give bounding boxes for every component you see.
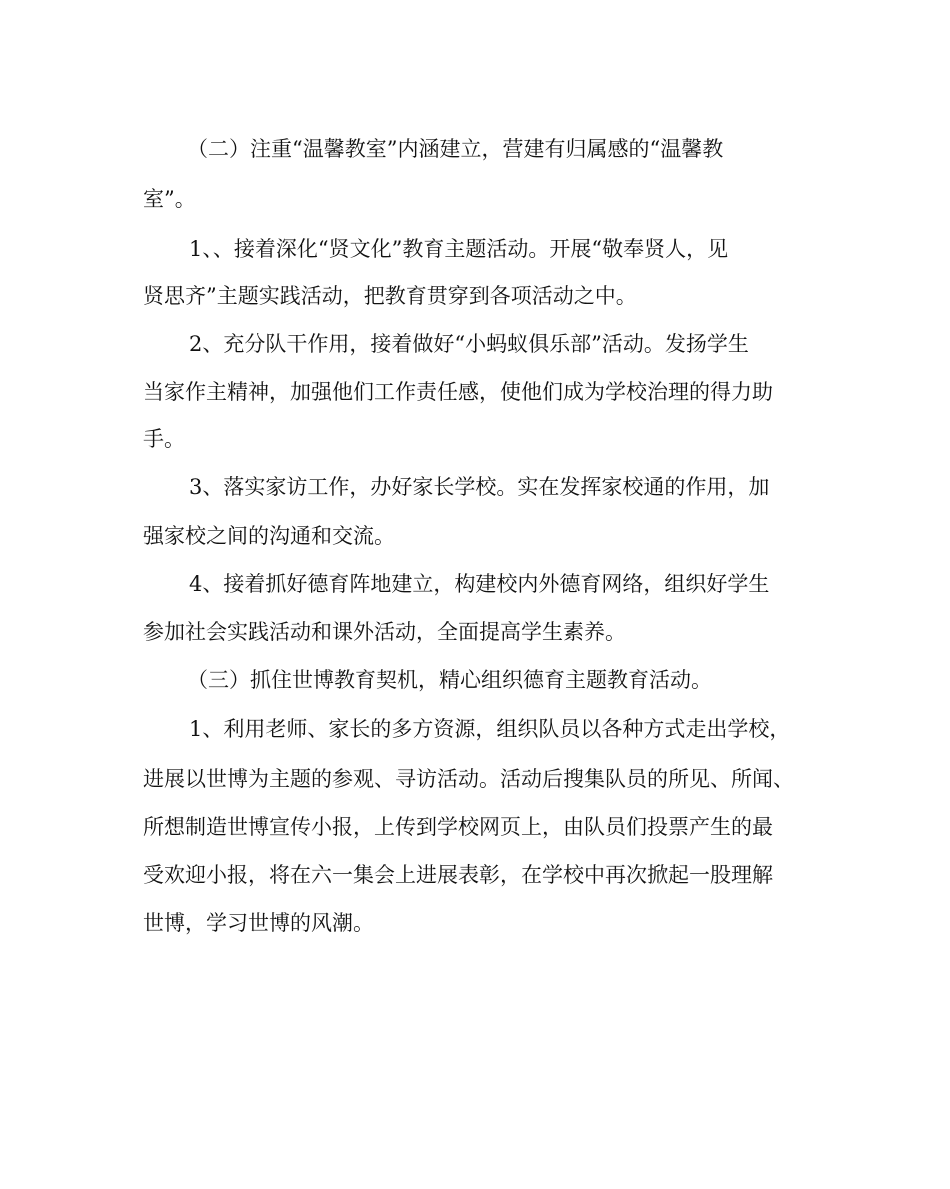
- item-5-line-3: 所想制造世博宣传小报，上传到学校网页上，由队员们投票产生的最: [143, 815, 773, 839]
- item-1-line-1: 1、、接着深化“贤文化”教育主题活动。开展“敬奉贤人，见: [189, 237, 729, 261]
- item-4-line-1: 4、接着抓好德育阵地建立，构建校内外德育网络，组织好学生: [189, 572, 770, 596]
- heading-3-line-1: （三）抓住世博教育契机，精心组织德育主题教育活动。: [187, 668, 712, 692]
- item-5-line-5: 世博，学习世博的风潮。: [143, 911, 374, 935]
- item-2-line-1: 2、充分队干作用，接着做好“小蚂蚁俱乐部”活动。发扬学生: [189, 332, 749, 356]
- item-3-line-1: 3、落实家访工作，办好家长学校。实在发挥家校通的作用，加: [189, 475, 770, 499]
- heading-2-line-1: （二）注重“温馨教室”内涵建立，营建有归属感的“温馨教: [187, 137, 724, 161]
- heading-2-line-2: 室”。: [143, 187, 196, 211]
- item-5-line-4: 受欢迎小报，将在六一集会上进展表彰，在学校中再次掀起一股理解: [143, 863, 773, 887]
- item-1-line-2: 贤思齐”主题实践活动，把教育贯穿到各项活动之中。: [143, 284, 637, 308]
- item-2-line-2: 当家作主精神，加强他们工作责任感，使他们成为学校治理的得力助: [143, 380, 773, 404]
- item-5-line-1: 1、利用老师、家长的多方资源，组织队员以各种方式走出学校，: [189, 717, 791, 741]
- item-3-line-2: 强家校之间的沟通和交流。: [143, 524, 395, 548]
- item-4-line-2: 参加社会实践活动和课外活动，全面提高学生素养。: [143, 620, 626, 644]
- item-2-line-3: 手。: [143, 427, 185, 451]
- item-5-line-2: 进展以世博为主题的参观、寻访活动。活动后搜集队员的所见、所闻、: [143, 767, 794, 791]
